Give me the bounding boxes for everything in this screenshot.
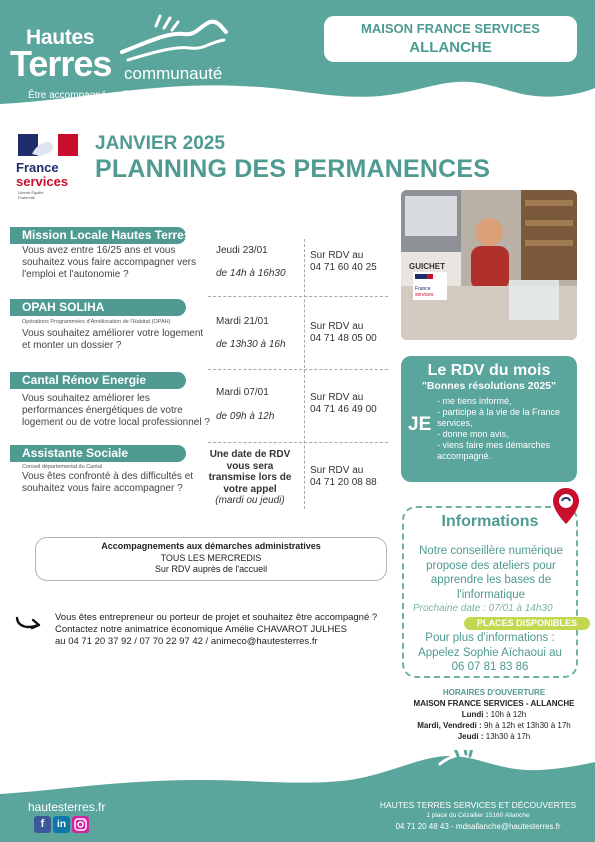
hours-day: Mardi, Vendredi : [417, 721, 482, 730]
rdv-label: Sur RDV au [310, 321, 364, 332]
mountain-logo-icon [118, 12, 228, 70]
hours-monday [401, 709, 587, 720]
france-services-name-line2: services [16, 174, 69, 189]
accompagnements-title: Accompagnements aux démarches administratives [101, 541, 321, 551]
date-line: votre appel [223, 483, 277, 495]
rdv-phone[interactable]: 04 71 46 49 00 [310, 404, 377, 415]
date-line: vous sera [226, 460, 274, 472]
rdv-list-item: - participe à la vie de la France services, [437, 407, 561, 428]
guichet-sign-line2: services [415, 292, 434, 298]
hours-value: 10h à 12h [490, 710, 527, 719]
permanence-name: Assistante Sociale [10, 445, 186, 462]
row-divider [208, 442, 388, 443]
hours-day: Jeudi : [457, 732, 484, 741]
hautes-terres-logo[interactable] [10, 12, 223, 101]
date-line: transmise lors de [208, 472, 292, 483]
permanence-rdv [310, 392, 377, 416]
hours-value: 13h30 à 17h [485, 732, 531, 741]
rdv-list-item: - viens faire mes démarches accompagné. [437, 440, 551, 461]
entrepreneur-contact-details[interactable]: au 04 71 20 37 92 / 07 70 22 97 42 / animeco@hautesterres.fr [55, 636, 318, 647]
permanence-time: de 13h30 à 16h [216, 339, 286, 350]
permanence-time: de 09h à 12h [216, 411, 275, 422]
rdv-label: Sur RDV au [310, 392, 364, 403]
contact-line: Pour plus d'informations : [425, 632, 555, 644]
rdv-je: JE [408, 414, 432, 435]
header-banner [0, 0, 595, 118]
page-title: PLANNING DES PERMANENCES [95, 155, 491, 183]
guichet-sign [415, 286, 433, 298]
site-name-line2: ALLANCHE [409, 39, 492, 56]
permanence-name: Mission Locale Hautes Terres [10, 227, 186, 244]
rdv-phone[interactable]: 04 71 60 40 25 [310, 262, 377, 273]
permanence-time: de 14h à 16h30 [216, 268, 286, 279]
informations-next-date: Prochaine date : 07/01 à 14h30 [413, 603, 553, 614]
logo-communaute-text: communauté [124, 64, 223, 83]
row-divider [208, 369, 388, 370]
places-disponibles-badge: PLACES DISPONIBLES [464, 617, 590, 630]
guichet-sign-line1: France [415, 286, 431, 292]
footer-address: 1 place du Cézallier 15160 Allanche [426, 812, 530, 819]
entrepreneur-question: Vous êtes entrepreneur ou porteur de projet et souhaitez être accompagné ? [55, 612, 378, 623]
footer-contact[interactable]: 04 71 20 48 43 - mdsallanche@hautesterres.fr [395, 822, 561, 831]
instagram-icon[interactable] [72, 816, 89, 833]
title-month: JANVIER 2025 [95, 133, 225, 154]
permanence-date: Jeudi 23/01 [216, 245, 268, 256]
permanence-subtitle: Opérations Programmées d'Amélioration de l'Habitat (OPAH) [22, 319, 171, 325]
date-line: Une date de RDV [209, 449, 291, 460]
rdv-label: Sur RDV au [310, 250, 364, 261]
logo-tagline [28, 90, 208, 101]
logo-hautes-text: Hautes [26, 26, 95, 49]
hours-title: HORAIRES D'OUVERTURE [442, 688, 546, 697]
guichet-photo [401, 190, 577, 340]
permanence-date: Mardi 21/01 [216, 316, 269, 327]
rdv-phone[interactable]: 04 71 48 05 00 [310, 333, 377, 344]
rdv-title: Le RDV du mois [427, 362, 551, 379]
permanence-mission-locale [10, 227, 390, 297]
rdv-du-mois-card [401, 356, 577, 482]
rdv-list-item: - donne mon avis, [437, 429, 509, 439]
hours-site: MAISON FRANCE SERVICES - ALLANCHE [413, 699, 575, 708]
site-name-box [324, 16, 577, 62]
permanence-subtitle: Conseil départemental du Cantal [22, 464, 103, 470]
footer-website-link[interactable]: hautesterres.fr [28, 800, 106, 814]
permanence-opah-soliha [10, 299, 390, 369]
rdv-phone[interactable]: 04 71 20 08 88 [310, 477, 377, 488]
informations-text: Notre conseillère numérique propose des ateliers pour apprendre les bases de l'informatique [419, 545, 563, 601]
permanence-name: OPAH SOLIHA [10, 299, 186, 316]
france-services-logo [16, 134, 82, 206]
accompagnements-note: Sur RDV auprès de l'accueil [154, 564, 268, 574]
permanence-rdv [310, 250, 377, 274]
rdv-list-item: - me tiens informé, [437, 396, 512, 406]
permanence-description: Vous souhaitez améliorer les performances énergétiques de votre logement ou de votre local professionnel ? [22, 393, 210, 428]
hours-thursday [401, 731, 587, 742]
france-services-name-line1: France [16, 160, 59, 175]
permanence-date: Mardi 07/01 [216, 387, 269, 398]
hours-tue-fri [401, 720, 587, 731]
site-name-line1: MAISON FRANCE SERVICES [361, 21, 540, 36]
opening-hours [401, 687, 587, 742]
tagline-script: Terres de Volcan [123, 90, 208, 101]
permanence-description: Vous souhaitez améliorer votre logement et monter un dossier ? [22, 328, 204, 351]
marianne-flag-icon [18, 134, 78, 156]
hours-value: 9h à 12h et 13h30 à 17h [483, 721, 571, 730]
logo-terres-text: Terres [10, 43, 112, 84]
hours-day: Lundi : [461, 710, 489, 719]
accompagnements-day: TOUS LES MERCREDIS [160, 552, 262, 563]
republic-motto: Liberté Égalité Fraternité [18, 190, 44, 200]
accompagnements-box [35, 537, 387, 581]
facebook-icon[interactable]: f [34, 816, 51, 833]
guichet-label: GUICHET [409, 262, 445, 271]
entrepreneur-contact-name: Contactez notre animatrice économique Amélie CHAVAROT JULHES [55, 624, 347, 635]
permanence-rdv [310, 465, 377, 489]
linkedin-icon[interactable]: in [53, 816, 70, 833]
rdv-list [437, 396, 573, 462]
permanence-description: Vous êtes confronté à des difficultés et souhaitez vous faire accompagner ? [22, 471, 194, 494]
permanence-description: Vous avez entre 16/25 ans et vous souhaitez vous faire accompagner vers l'emploi et l'autonomie ? [22, 245, 196, 280]
contact-line: Appelez Sophie Aïchaoui au [418, 646, 562, 659]
permanence-assistante-sociale [10, 445, 390, 515]
rdv-subtitle: "Bonnes résolutions 2025" [421, 380, 557, 392]
entrepreneur-info [55, 612, 400, 648]
permanence-cantal-renov [10, 372, 390, 442]
informations-contact [405, 631, 575, 675]
informations-title: Informations [441, 513, 539, 530]
footer-organisation: HAUTES TERRES SERVICES ET DÉCOUVERTES [379, 800, 577, 810]
rdv-label: Sur RDV au [310, 465, 364, 476]
tagline-prefix: Être accompagné en [28, 90, 121, 101]
contact-phone[interactable]: 06 07 81 83 86 [451, 661, 529, 673]
permanence-rdv [310, 321, 377, 345]
curved-arrow-icon [14, 613, 44, 633]
column-divider [304, 239, 305, 509]
date-note: (mardi ou jeudi) [215, 495, 285, 506]
assistante-sociale-date [208, 449, 292, 507]
row-divider [208, 296, 388, 297]
permanence-name: Cantal Rénov Energie [10, 372, 186, 389]
